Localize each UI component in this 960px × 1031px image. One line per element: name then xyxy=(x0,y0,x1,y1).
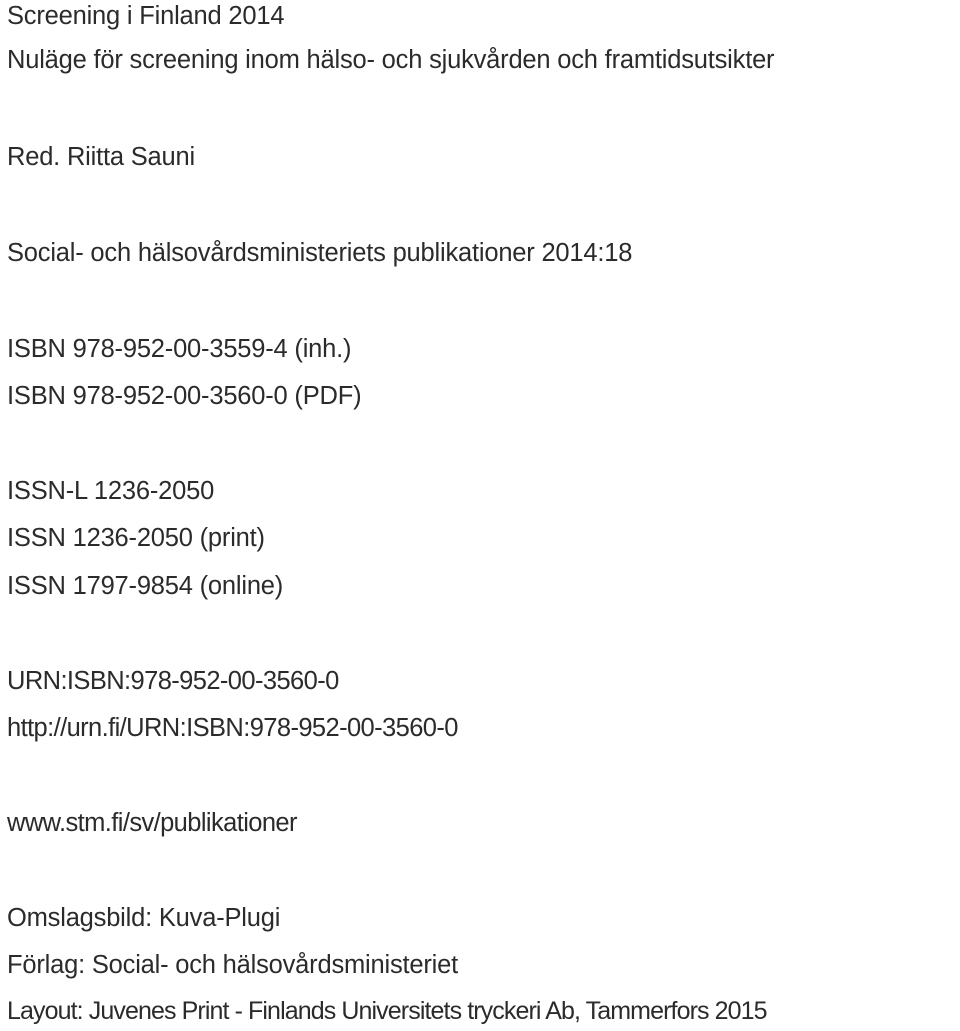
urn-link[interactable]: http://urn.fi/URN:ISBN:978-952-00-3560-0 xyxy=(7,714,458,742)
issn-online: ISSN 1797-9854 (online) xyxy=(7,572,284,600)
document-subtitle: Nuläge för screening inom hälso- och sjukvården och framtidsutsikter xyxy=(7,46,775,74)
issn-print: ISSN 1236-2050 (print) xyxy=(7,524,265,552)
website-link[interactable]: www.stm.fi/sv/publikationer xyxy=(7,809,297,837)
issn-linking: ISSN-L 1236-2050 xyxy=(7,477,215,505)
isbn-print: ISBN 978-952-00-3559-4 (inh.) xyxy=(7,335,352,363)
layout-credit: Layout: Juvenes Print - Finlands Universitets tryckeri Ab, Tammerfors 2015 xyxy=(7,997,767,1025)
publisher-credit: Förlag: Social- och hälsovårdsministeriet xyxy=(7,951,458,979)
urn-identifier: URN:ISBN:978-952-00-3560-0 xyxy=(7,667,339,695)
series-line: Social- och hälsovårdsministeriets publikationer 2014:18 xyxy=(7,239,633,267)
isbn-pdf: ISBN 978-952-00-3560-0 (PDF) xyxy=(7,382,362,410)
cover-credit: Omslagsbild: Kuva-Plugi xyxy=(7,904,281,932)
editor-line: Red. Riitta Sauni xyxy=(7,143,195,171)
document-title: Screening i Finland 2014 xyxy=(7,2,285,30)
